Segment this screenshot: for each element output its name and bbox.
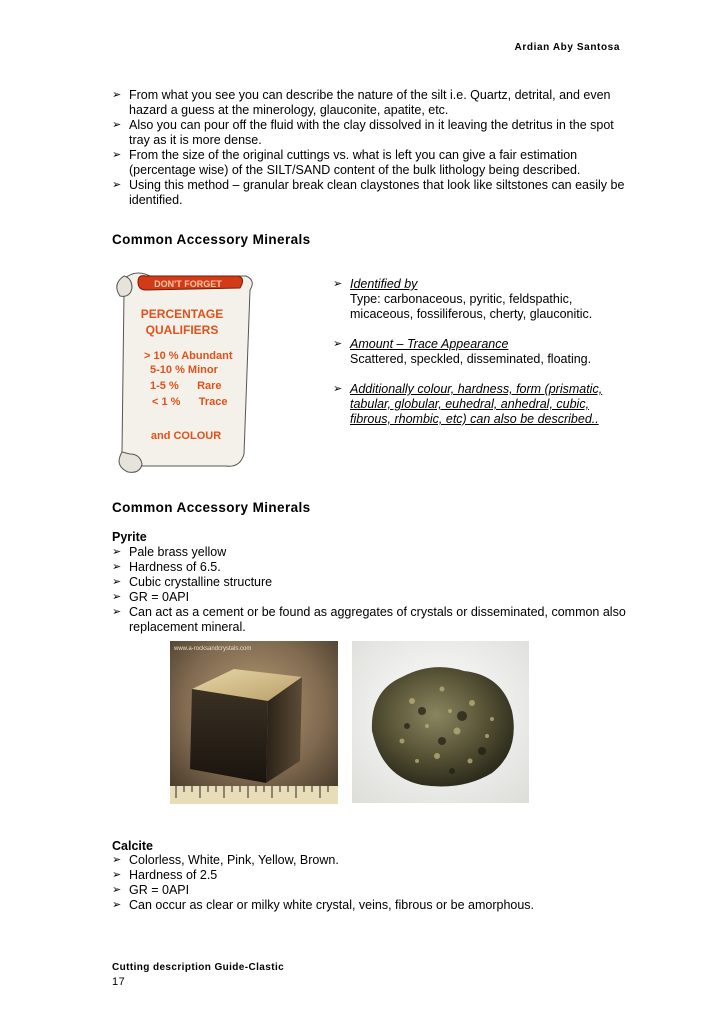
arrow-bullet-icon: ➢ [112, 546, 122, 558]
scroll-heading-1: PERCENTAGE [140, 307, 224, 321]
arrow-bullet-icon: ➢ [112, 561, 122, 573]
list-item [333, 277, 605, 322]
list-item [112, 883, 632, 898]
scroll-heading-2: QUALIFIERS [145, 323, 219, 337]
footer-title: Cutting description Guide-Clastic [112, 962, 285, 973]
list-item [112, 545, 632, 560]
arrow-bullet-icon: ➢ [112, 89, 122, 101]
arrow-bullet-icon: ➢ [112, 899, 122, 911]
list-item-text: Can act as a cement or be found as aggregates of crystals or disseminated, common also replacement mineral. [129, 605, 626, 634]
photo-watermark: www.a-rocksandcrystals.com [174, 646, 252, 652]
arrow-bullet-icon: ➢ [112, 606, 122, 618]
pyrite-cube-photo [170, 641, 338, 804]
list-item [112, 868, 632, 883]
list-item [112, 560, 632, 575]
scroll-row-minor: 5-10 % Minor [150, 364, 218, 376]
page-number: 17 [112, 976, 126, 988]
arrow-bullet-icon: ➢ [333, 278, 343, 290]
list-item-text: Pale brass yellow [129, 545, 227, 559]
list-item [112, 853, 632, 868]
scroll-footer: and COLOUR [150, 430, 222, 442]
percentage-qualifiers-scroll [110, 268, 260, 476]
scroll-banner: DON'T FORGET [154, 279, 222, 289]
scroll-row-rare: 1-5 % Rare [150, 380, 222, 392]
list-item [112, 118, 632, 148]
arrow-bullet-icon: ➢ [112, 149, 122, 161]
pyrite-bullet-list [112, 545, 632, 635]
amount-text: Scattered, speckled, disseminated, floating. [350, 352, 592, 366]
list-item [112, 590, 632, 605]
calcite-bullet-list [112, 853, 632, 913]
list-item [333, 337, 605, 367]
arrow-bullet-icon: ➢ [112, 179, 122, 191]
arrow-bullet-icon: ➢ [112, 884, 122, 896]
list-item [112, 148, 632, 178]
amount-heading: Amount – Trace Appearance [350, 337, 509, 351]
arrow-bullet-icon: ➢ [333, 383, 343, 395]
arrow-bullet-icon: ➢ [112, 869, 122, 881]
scroll-row-abundant: > 10 % Abundant [144, 350, 233, 362]
additional-properties-text: Additionally colour, hardness, form (prismatic, tabular, globular, euhedral, anhedral, cubic, fibrous, rhombic, etc) can also be described.. [350, 382, 603, 426]
scroll-row-trace: < 1 % Trace [152, 396, 228, 408]
list-item-text: Using this method – granular break clean claystones that look like siltstones can easily be identified. [129, 178, 625, 207]
list-item-text: Hardness of 6.5. [129, 560, 221, 574]
list-item [112, 898, 632, 913]
list-item [112, 575, 632, 590]
author-name: Ardian Aby Santosa [514, 42, 620, 53]
list-item-text: From what you see you can describe the nature of the silt i.e. Quartz, detrital, and even hazard a guess at the minerology, glauconite, apatite, etc. [129, 88, 611, 117]
list-item-text: Hardness of 2.5 [129, 868, 218, 882]
intro-bullet-list [112, 88, 632, 208]
arrow-bullet-icon: ➢ [112, 119, 122, 131]
calcite-title: Calcite [112, 839, 153, 853]
list-item-text: GR = 0API [129, 883, 190, 897]
section-heading-accessory: Common Accessory Minerals [112, 232, 311, 247]
pyrite-aggregate-photo [352, 641, 529, 803]
list-item-text: From the size of the original cuttings vs. what is left you can give a fair estimation (percentage wise) of the SILT/SAND content of the bulk lithology being described. [129, 148, 581, 177]
list-item-text: GR = 0API [129, 590, 190, 604]
accessory-list [333, 277, 605, 427]
arrow-bullet-icon: ➢ [333, 338, 343, 350]
list-item [112, 178, 632, 208]
list-item-text: Can occur as clear or milky white crystal, veins, fibrous or be amorphous. [129, 898, 535, 912]
arrow-bullet-icon: ➢ [112, 591, 122, 603]
list-item [112, 605, 632, 635]
identified-by-heading: Identified by [350, 277, 418, 291]
list-item [112, 88, 632, 118]
arrow-bullet-icon: ➢ [112, 854, 122, 866]
list-item-text: Colorless, White, Pink, Yellow, Brown. [129, 853, 339, 867]
list-item-text: Cubic crystalline structure [129, 575, 273, 589]
pyrite-title: Pyrite [112, 530, 147, 544]
list-item [333, 382, 605, 427]
identified-by-text: Type: carbonaceous, pyritic, feldspathic, micaceous, fossiliferous, cherty, glauconitic. [350, 292, 593, 321]
section-heading-accessory-2: Common Accessory Minerals [112, 500, 311, 515]
arrow-bullet-icon: ➢ [112, 576, 122, 588]
list-item-text: Also you can pour off the fluid with the clay dissolved in it leaving the detritus in the spot tray as it is more dense. [129, 118, 614, 147]
